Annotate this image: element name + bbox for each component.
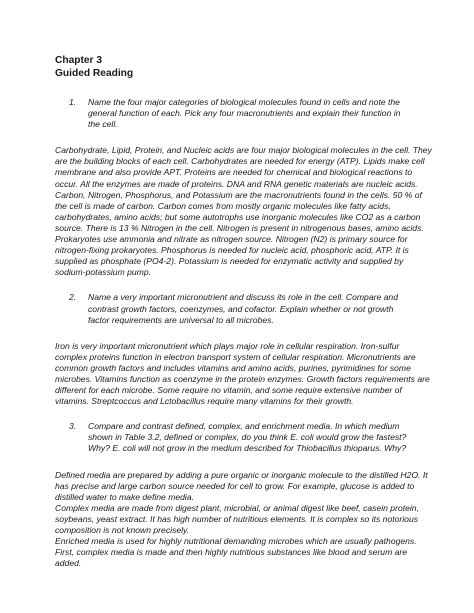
question-text: Name the four major categories of biological molecules found in cells and note the general function of each. Pick any four macronutrients and explain their function in the cell. — [88, 97, 401, 130]
answer-paragraph: Carbohydrate, Lipid, Protein, and Nucleic acids are four major biological molecules in the cell. They are the building blocks of each cell. Carbohydrates are needed for energy (ATP). Lipids make cell membrane and also provide APT. Proteins are needed for chemical and biological reactions to occur. All the enzymes are made of proteins. DNA and RNA genetic materials are nucleic acids. — [55, 145, 432, 189]
answer-paragraph: Iron is very important micronutrient which plays major role in cellular respiration. Iron-sulfur complex proteins function in electron transport system of cellular respiration. Micronutrients are common growth factors and includes vitamins and amino acids, purines, pyrimidines for some microbes. Vitamins function as coenzyme in the protein enzymes. Growth factors requirements are different for each microbe. Some require no vitamin, and some require extensive number of vitamins. Streptcoccus and Lctobacillus require many vitamins for their growth. — [55, 340, 430, 407]
question-number: 3. — [69, 421, 77, 432]
question-3 — [69, 421, 414, 454]
answer-paragraph: Defined media are prepared by adding a pure organic or inorganic molecule to the distilled H2O. It has precise and large carbon source needed for cell to grow. For example, glucose is added to distilled water to make define media. — [55, 469, 428, 502]
question-list — [55, 97, 432, 130]
question-number: 1. — [69, 97, 77, 107]
question-2 — [69, 292, 414, 325]
chapter-title: Chapter 3 — [55, 55, 102, 66]
question-text: Compare and contrast defined, complex, and enrichment media. In which medium shown in Table 3.2, defined or complex, do you think E. coli would grow the fastest? Why? E. coli will not grow in the medium described for Thiobacillus thioparus. Why? — [88, 421, 407, 454]
section-heading: Guided Reading — [55, 68, 134, 79]
answer-paragraph: Enriched media is used for highly nutritional demanding microbes which are usually pathogens. First, complex media is made and then highly nutritious substances like blood and serum are added. — [55, 536, 417, 569]
question-1 — [69, 97, 414, 130]
question-number: 2. — [69, 292, 77, 303]
answer-paragraph: Carbon, Nitrogen, Phosphorus, and Potassium are the macronutrients found in the cells. 50 % of the cell is made of carbon. Carbon comes from mostly organic molecules like fatty acids, carbohydrates, amino acids; but some autotrophs use inorganic molecules like CO2 as a carbon source. There is 13 % Nitrogen in the cell. Nitrogen is present in nitrogenous bases, amino acids. Prokaryotes use ammonia and nitrate as nitrogen source. Nitrogen (N2) is primary source for nitrogen-fixing prokaryotes. Phosphorus is needed for nucleic acid, phosphoric acid, ATP. It is supplied as phosphate (PO4-2). Potassium is needed for enzymatic activity and supplied by sodium-potassium pump. — [55, 189, 424, 278]
answer-paragraph: Complex media are made from digest plant, microbial, or animal digest like beef, casein protein, soybeans, yeast extract. It has high number of nutritious elements. It is complex so its notorious composition is not known precisely. — [55, 502, 419, 535]
question-text: Name a very important micronutrient and discuss its role in the cell. Compare and contrast growth factors, coenzymes, and cofactor. Explain whether or not growth factor requirements are universal to all microbes. — [88, 292, 398, 325]
